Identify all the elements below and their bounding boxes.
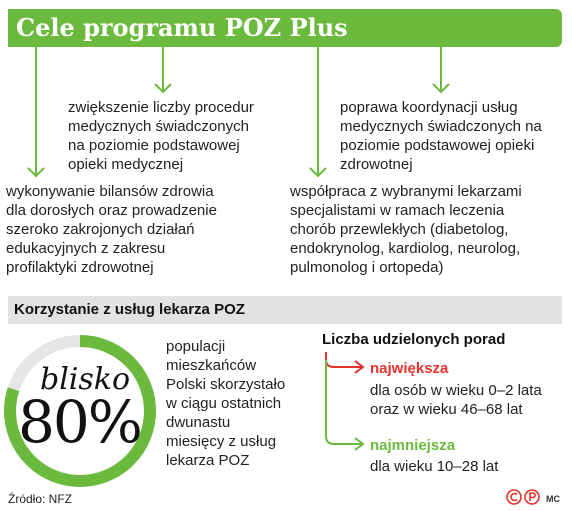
- credit-initials: MC: [546, 494, 560, 504]
- section-title: Korzystanie z usług lekarza POZ: [14, 301, 245, 318]
- most-connector: [326, 352, 363, 367]
- source-note: Źródło: NFZ: [8, 492, 73, 506]
- stat-prefix: blisko: [40, 362, 131, 397]
- goal-2-text: zwiększenie liczby procedur medycznych świadczonych na poziomie podstawowej opieki medycznej: [68, 99, 254, 173]
- stat-description: populacji mieszkańców Polski skorzystało w ciągu ostatnich dwunastu miesięcy z usług lekarza POZ: [166, 338, 286, 469]
- goal-1-text: wykonywanie bilansów zdrowia dla dorosłych oraz prowadzenie szeroko zakrojonych działań edukacyjnych z zakresu profilaktyki zdrowotnej: [6, 183, 217, 276]
- goal-3-text: współpraca z wybranymi lekarzami specjalistami w ramach leczenia chorób przewlekłych (diabetolog, endokrynolog, kardiolog, neurolog, pulmonolog i ortopeda): [290, 183, 522, 276]
- advice-title: Liczba udzielonych porad: [322, 331, 506, 348]
- goal-4-text: poprawa koordynacji usług medycznych świadczonych na poziomie podstawowej opieki zdrowotnej: [340, 99, 542, 173]
- stat-value: 80%: [18, 388, 141, 456]
- publisher-logo-icon: [505, 487, 543, 507]
- most-detail: dla osób w wieku 0–2 lata oraz w wieku 46–68 lat: [370, 382, 542, 418]
- most-label: największa: [370, 360, 449, 377]
- least-connector: [326, 360, 363, 444]
- least-detail: dla wieku 10–28 lat: [370, 458, 499, 475]
- page-title: Cele programu POZ Plus: [16, 13, 348, 42]
- least-label: najmniejsza: [370, 437, 456, 454]
